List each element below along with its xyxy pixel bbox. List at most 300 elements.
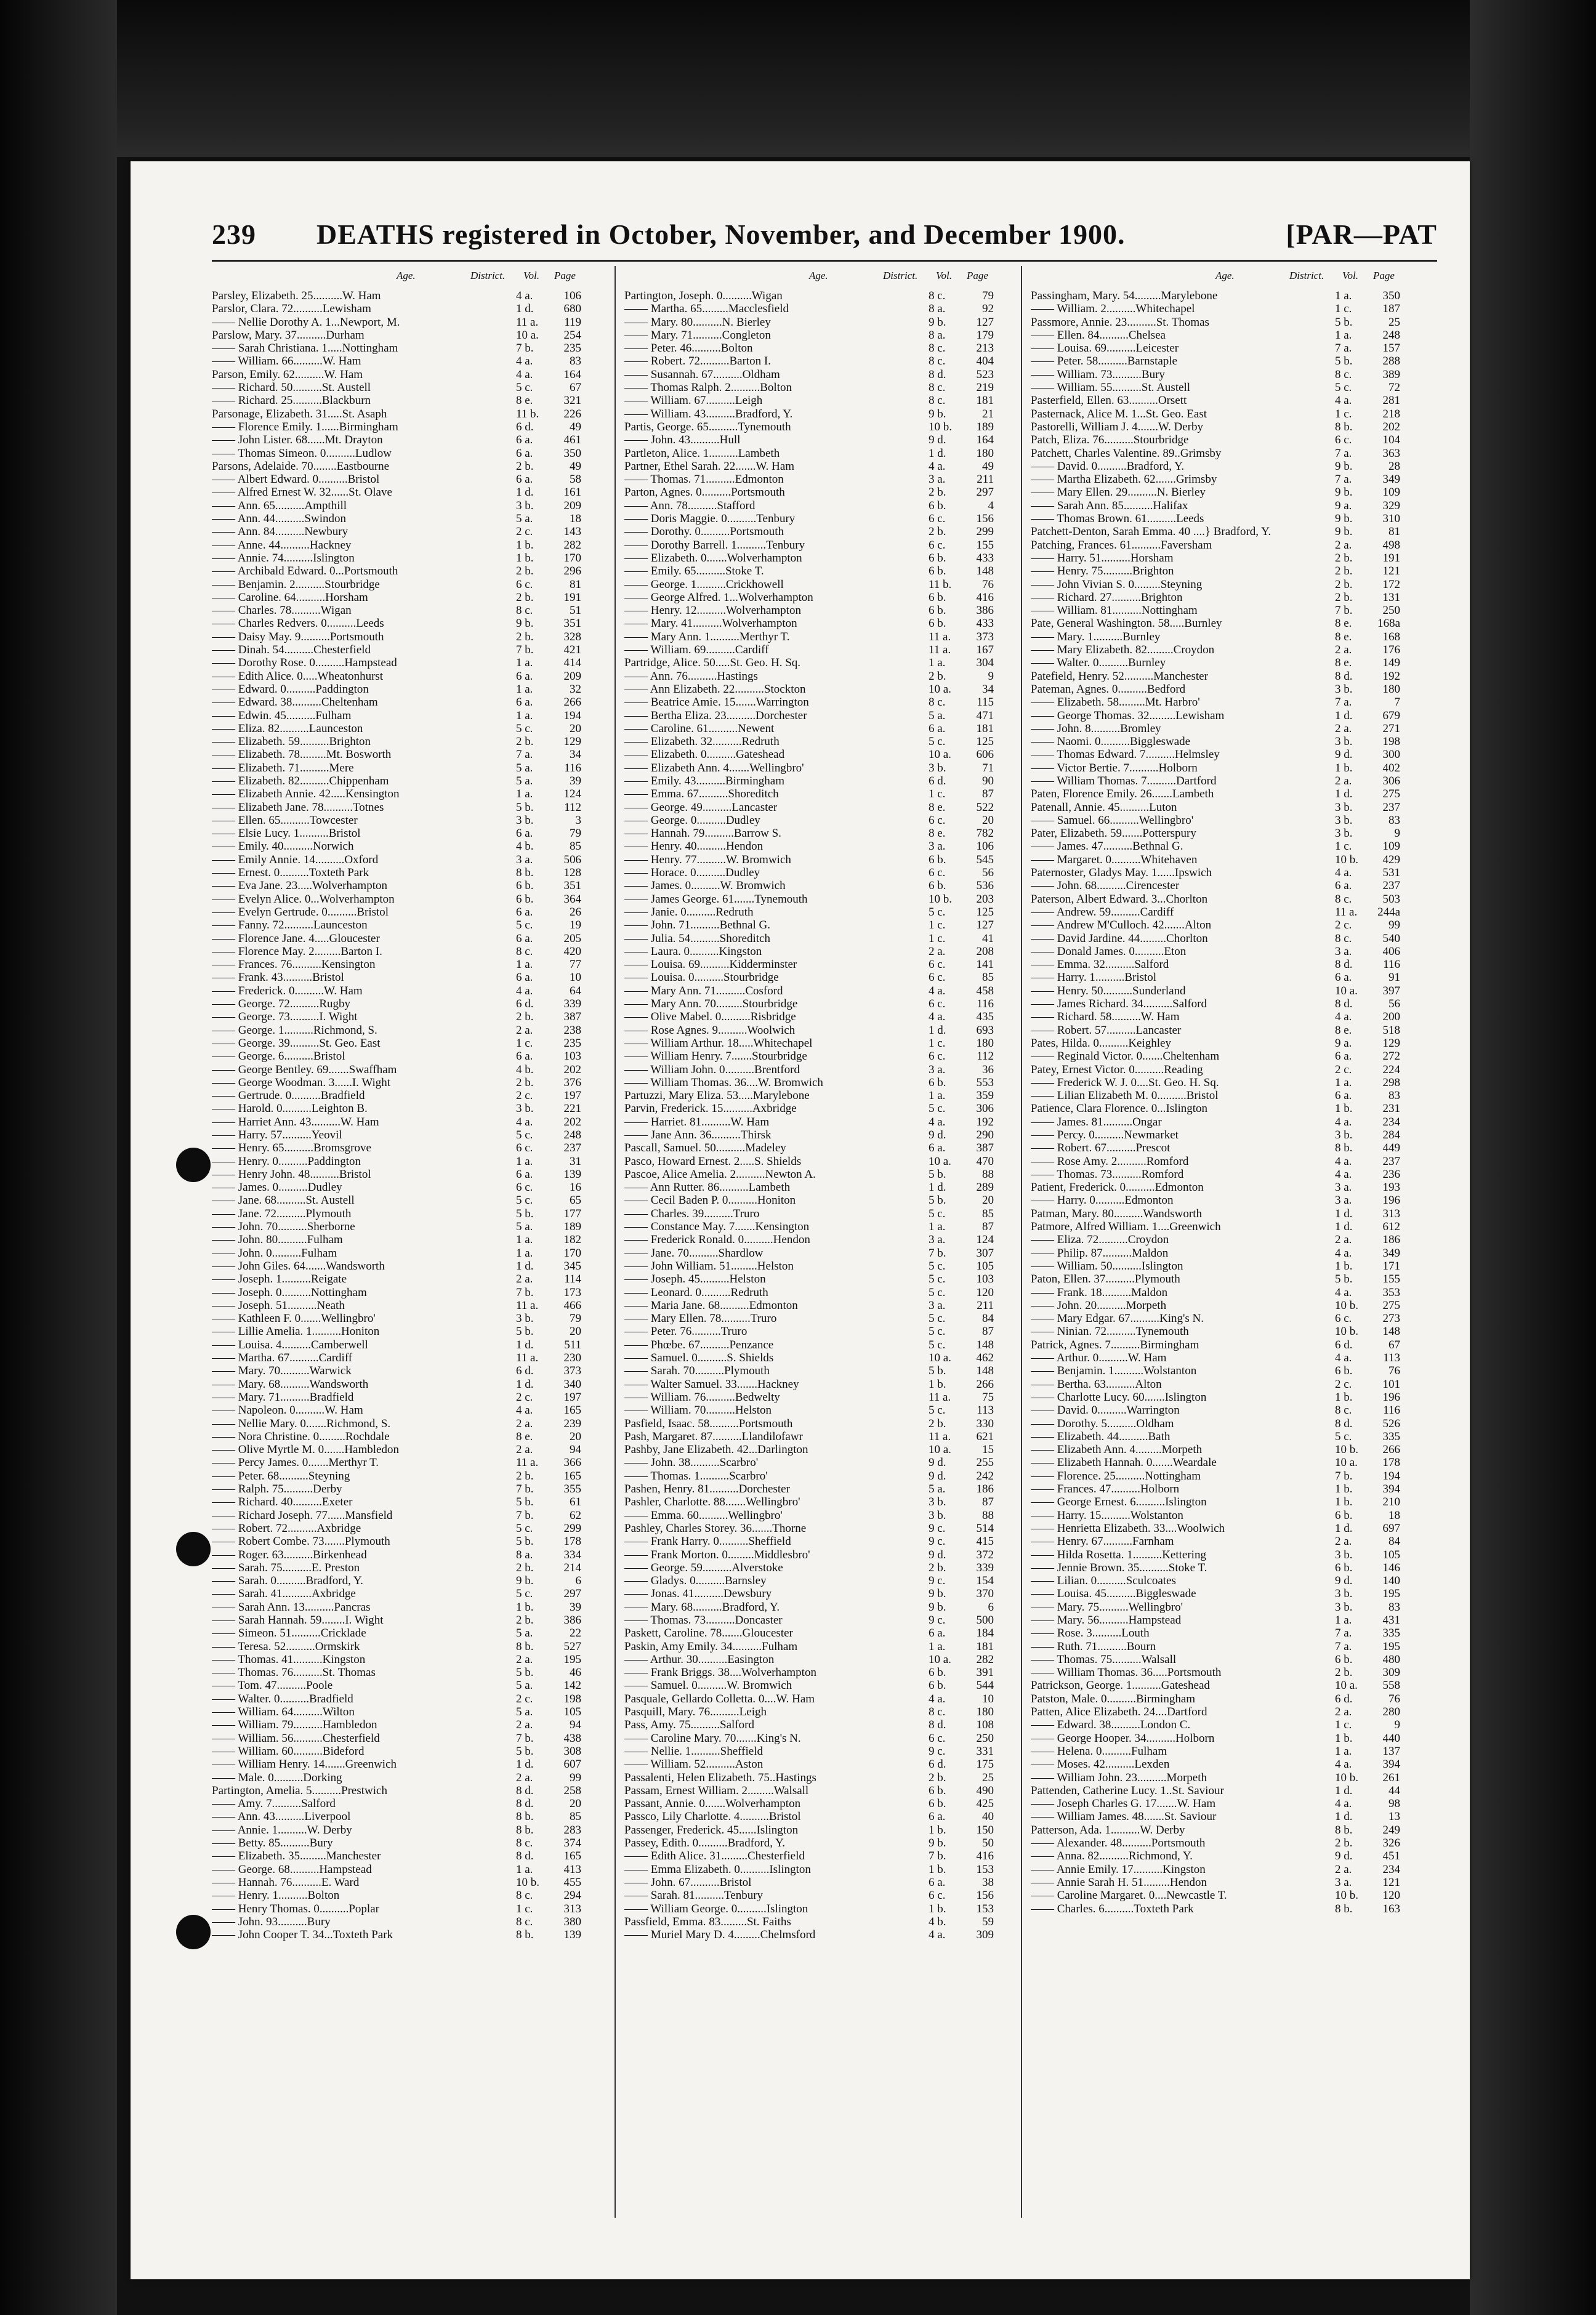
entry-page: 6 — [575, 1574, 581, 1588]
entry-volume: 1 a. — [516, 1154, 533, 1168]
entry-page: 139 — [563, 1167, 581, 1181]
register-entry — [624, 945, 994, 958]
entry-name-age-district: —— William Henry. 14.......Greenwich — [212, 1758, 397, 1771]
entry-name-age-district: —— Edward. 38..........London C. — [1031, 1718, 1191, 1732]
entry-name-age-district: Passenger, Frederick. 45......Islington — [624, 1823, 799, 1837]
register-entry — [212, 1299, 581, 1312]
register-entry — [1031, 368, 1400, 381]
register-entry — [624, 840, 994, 853]
entry-page: 140 — [1382, 1574, 1400, 1588]
entry-name-age-district: Patefield, Henry. 52..........Manchester — [1031, 669, 1208, 683]
entry-page: 234 — [1382, 1862, 1400, 1876]
entry-volume: 6 d. — [929, 774, 946, 787]
column-heading — [212, 266, 581, 289]
entry-volume: 11 a. — [929, 1390, 951, 1404]
register-entry — [624, 1233, 994, 1246]
entry-name-age-district: —— William. 64..........Wilton — [212, 1705, 355, 1719]
entry-page: 526 — [1382, 1417, 1400, 1430]
register-entry — [212, 604, 581, 617]
entry-page: 120 — [1382, 1889, 1400, 1902]
register-entry — [1031, 696, 1400, 709]
entry-name-age-district: —— Caroline Mary. 70.......King's N. — [624, 1731, 801, 1745]
register-entry — [1031, 1102, 1400, 1115]
entry-page: 178 — [563, 1535, 581, 1548]
entry-volume: 6 c. — [929, 538, 946, 552]
entry-name-age-district: —— Emma. 67..........Shoreditch — [624, 787, 779, 801]
register-entry — [1031, 1010, 1400, 1023]
entry-page: 194 — [1382, 1469, 1400, 1483]
scan-border-left — [0, 0, 117, 2315]
entry-page: 90 — [982, 774, 994, 787]
entry-page: 176 — [1382, 643, 1400, 657]
entry-page: 451 — [1382, 1850, 1400, 1863]
entry-volume: 1 c. — [1335, 840, 1352, 853]
register-entry — [624, 1535, 994, 1548]
entry-page: 359 — [976, 1089, 994, 1103]
heading-district: District. — [1289, 270, 1324, 281]
entry-volume: 7 a. — [1335, 342, 1352, 355]
entry-name-age-district: Paskett, Caroline. 78.......Gloucester — [624, 1627, 793, 1640]
register-entry — [1031, 617, 1400, 630]
register-entry — [212, 591, 581, 604]
entry-page: 471 — [976, 709, 994, 722]
entry-page: 355 — [563, 1483, 581, 1496]
entry-volume: 11 a. — [516, 1298, 539, 1312]
register-entry — [624, 1339, 994, 1351]
entry-volume: 1 a. — [1335, 289, 1352, 302]
entry-page: 196 — [1382, 1194, 1400, 1207]
entry-page: 76 — [982, 578, 994, 591]
register-entry — [1031, 1797, 1400, 1810]
entry-page: 143 — [563, 525, 581, 539]
entry-volume: 5 a. — [516, 1679, 533, 1693]
register-entry — [1031, 1116, 1400, 1129]
entry-page: 329 — [1382, 499, 1400, 512]
entry-volume: 8 d. — [1335, 997, 1353, 1011]
register-entry — [1031, 1273, 1400, 1286]
entry-volume: 6 a. — [516, 905, 533, 919]
entry-volume: 6 a. — [1335, 879, 1352, 893]
register-entry — [212, 1116, 581, 1129]
entry-page: 680 — [563, 302, 581, 316]
entry-volume: 6 c. — [516, 1141, 533, 1155]
register-entry — [1031, 1587, 1400, 1600]
entry-volume: 10 b. — [1335, 1325, 1358, 1339]
entry-volume: 3 b. — [1335, 735, 1353, 749]
entry-page: 26 — [570, 905, 581, 919]
entry-page: 313 — [563, 1902, 581, 1915]
register-entry — [1031, 683, 1400, 696]
entry-page: 99 — [1388, 919, 1400, 932]
register-entry — [624, 1089, 994, 1102]
register-entry — [212, 1587, 581, 1600]
index-range: [PAR—PAT — [1286, 219, 1437, 250]
entry-name-age-district: Patience, Clara Florence. 0...Islington — [1031, 1102, 1208, 1116]
entry-name-age-district: —— Ann. 78..........Stafford — [624, 499, 756, 512]
register-entry — [212, 1351, 581, 1364]
entry-page: 6 — [988, 1600, 994, 1614]
entry-page: 186 — [1382, 1233, 1400, 1247]
entry-page: 62 — [570, 1508, 581, 1522]
entry-volume: 11 b. — [516, 407, 539, 421]
entry-name-age-district: —— Annie Emily. 17..........Kingston — [1031, 1862, 1206, 1876]
entry-name-age-district: —— John. 0..........Fulham — [212, 1246, 337, 1260]
entry-name-age-district: —— George. 1..........Crickhowell — [624, 578, 784, 591]
entry-volume: 6 a. — [1335, 1089, 1352, 1103]
entry-page: 116 — [1383, 1404, 1400, 1417]
entry-page: 83 — [1388, 1089, 1400, 1103]
entry-name-age-district: —— John. 68..........Cirencester — [1031, 879, 1180, 893]
entry-page: 180 — [976, 1705, 994, 1719]
entry-page: 221 — [563, 1102, 581, 1116]
entry-volume: 6 b. — [929, 565, 946, 578]
entry-page: 612 — [1382, 1220, 1400, 1234]
entry-volume: 6 d. — [516, 1364, 534, 1378]
register-entry — [212, 1260, 581, 1273]
register-entry — [624, 1443, 994, 1456]
entry-volume: 5 c. — [1335, 1430, 1352, 1443]
entry-volume: 2 b. — [929, 1771, 946, 1784]
entry-page: 380 — [563, 1915, 581, 1928]
entry-name-age-district: Pashler, Charlotte. 88.......Wellingbro' — [624, 1496, 800, 1509]
register-entry — [624, 578, 994, 591]
entry-name-age-district: —— Caroline. 64..........Horsham — [212, 590, 368, 604]
register-entry — [1031, 1378, 1400, 1391]
entry-name-age-district: —— Harry. 57..........Yeovil — [212, 1129, 342, 1141]
entry-page: 98 — [1388, 1797, 1400, 1811]
entry-name-age-district: Patching, Frances. 61..........Faversham — [1031, 538, 1212, 552]
entry-page: 376 — [563, 1076, 581, 1089]
entry-volume: 8 e. — [1335, 630, 1352, 643]
register-entry — [1031, 1325, 1400, 1338]
entry-volume: 9 b. — [929, 315, 946, 329]
entry-volume: 1 c. — [929, 919, 946, 932]
entry-page: 170 — [563, 1246, 581, 1260]
entry-page: 16 — [570, 1181, 581, 1194]
entry-volume: 3 b. — [929, 761, 946, 775]
entry-volume: 2 a. — [516, 1443, 533, 1457]
entry-page: 231 — [1382, 1102, 1400, 1116]
register-entry — [1031, 630, 1400, 643]
entry-name-age-district: Passco, Lily Charlotte. 4..........Bristol — [624, 1810, 801, 1824]
entry-page: 433 — [976, 551, 994, 565]
entry-volume: 8 c. — [1335, 932, 1352, 945]
entry-page: 25 — [1388, 315, 1400, 329]
entry-volume: 4 a. — [929, 459, 946, 473]
entry-page: 209 — [563, 669, 581, 683]
entry-volume: 2 b. — [516, 1561, 534, 1574]
entry-volume: 7 b. — [929, 1850, 946, 1863]
entry-volume: 6 b. — [929, 1666, 946, 1680]
entry-volume: 5 c. — [929, 1338, 946, 1351]
register-entry — [212, 1666, 581, 1679]
entry-name-age-district: —— Sarah. 0..........Bradford, Y. — [212, 1574, 363, 1588]
register-entry — [1031, 1745, 1400, 1758]
register-entry — [624, 1601, 994, 1614]
register-entry — [1031, 1863, 1400, 1876]
register-entry — [624, 1587, 994, 1600]
register-entry — [1031, 1456, 1400, 1469]
entry-name-age-district: —— Samuel. 0..........S. Shields — [624, 1351, 774, 1365]
entry-page: 372 — [976, 1548, 994, 1561]
entry-page: 298 — [1382, 1076, 1400, 1089]
register-entry — [1031, 1535, 1400, 1548]
entry-page: 38 — [982, 1875, 994, 1889]
entry-page: 9 — [1394, 827, 1400, 840]
entry-name-age-district: —— Thomas Brown. 61..........Leeds — [1031, 512, 1204, 526]
entry-page: 254 — [563, 328, 581, 342]
entry-page: 34 — [982, 682, 994, 696]
entry-page: 219 — [976, 381, 994, 395]
entry-name-age-district: —— George Thomas. 32.........Lewisham — [1031, 709, 1225, 722]
entry-page: 421 — [563, 643, 581, 657]
heading-age: Age. — [397, 270, 416, 281]
register-entry — [624, 1640, 994, 1653]
register-entry — [624, 1037, 994, 1050]
entry-name-age-district: —— Richard. 40..........Exeter — [212, 1496, 353, 1509]
register-entry — [212, 1850, 581, 1862]
entry-volume: 8 a. — [516, 1548, 533, 1561]
register-entry — [212, 1063, 581, 1076]
entry-volume: 6 c. — [929, 958, 946, 972]
entry-name-age-district: —— Eliza. 72..........Croydon — [1031, 1233, 1169, 1247]
entry-name-age-district: —— Thomas. 73..........Romford — [1031, 1167, 1184, 1181]
register-entry — [1031, 1050, 1400, 1063]
register-entry — [212, 289, 581, 302]
entry-volume: 6 b. — [516, 879, 534, 893]
entry-name-age-district: Patrickson, George. 1..........Gateshead — [1031, 1679, 1210, 1693]
entry-name-age-district: —— Henry John. 48..........Bristol — [212, 1167, 371, 1181]
register-entry — [1031, 1902, 1400, 1915]
entry-name-age-district: —— Dinah. 54..........Chesterfield — [212, 643, 371, 657]
entry-page: 351 — [563, 879, 581, 893]
entry-page: 18 — [1388, 1508, 1400, 1522]
entry-page: 85 — [570, 1810, 581, 1824]
entry-volume: 10 b. — [1335, 1771, 1358, 1784]
entry-volume: 10 a. — [929, 1443, 951, 1457]
entry-name-age-district: —— Gladys. 0..........Barnsley — [624, 1574, 767, 1588]
entry-page: 121 — [1382, 1875, 1400, 1889]
entry-volume: 9 a. — [1335, 499, 1352, 512]
register-entry — [1031, 433, 1400, 446]
entry-volume: 2 b. — [929, 1417, 946, 1430]
register-entry — [624, 1889, 994, 1902]
entry-volume: 1 a. — [516, 682, 533, 696]
entry-page: 518 — [1382, 1023, 1400, 1037]
entry-volume: 3 a. — [1335, 1181, 1352, 1194]
register-entry — [212, 827, 581, 840]
register-entry — [624, 893, 994, 906]
entry-volume: 8 c. — [516, 604, 533, 618]
entry-page: 350 — [563, 446, 581, 460]
entry-name-age-district: Parvin, Frederick. 15..........Axbridge — [624, 1102, 797, 1116]
entry-page: 7 — [1394, 696, 1400, 709]
entry-page: 373 — [976, 630, 994, 643]
entry-page: 175 — [976, 1758, 994, 1771]
register-entry — [212, 617, 581, 630]
entry-page: 406 — [1382, 944, 1400, 958]
entry-page: 64 — [570, 984, 581, 997]
entry-name-age-district: —— John Lister. 68......Mt. Drayton — [212, 433, 383, 447]
entry-volume: 8 d. — [929, 1718, 946, 1732]
entry-name-age-district: —— Thomas. 1..........Scarbro' — [624, 1469, 768, 1483]
register-entry — [1031, 1679, 1400, 1692]
entry-name-age-district: —— William John. 23..........Morpeth — [1031, 1771, 1207, 1784]
register-entry — [212, 1037, 581, 1050]
entry-page: 266 — [1382, 1443, 1400, 1457]
register-entry — [212, 1050, 581, 1063]
register-entry — [624, 656, 994, 669]
register-entry — [1031, 1522, 1400, 1535]
heading-district: District. — [470, 270, 506, 281]
register-entry — [624, 1050, 994, 1063]
entry-volume: 4 a. — [1335, 1758, 1352, 1771]
entry-volume: 8 a. — [929, 302, 946, 316]
entry-name-age-district: Parson, Emily. 62..........W. Ham — [212, 368, 363, 381]
entry-volume: 9 d. — [929, 1469, 946, 1483]
page-number: 239 — [212, 219, 256, 250]
entry-volume: 1 d. — [1335, 709, 1353, 722]
entry-name-age-district: —— Archibald Edward. 0...Portsmouth — [212, 565, 398, 578]
entry-volume: 2 c. — [1335, 919, 1352, 932]
register-entry — [212, 1220, 581, 1233]
entry-volume: 1 a. — [1335, 1744, 1352, 1758]
register-entry — [212, 394, 581, 407]
entry-name-age-district: —— Annie. 74..........Islington — [212, 551, 355, 565]
entry-name-age-district: —— John Cooper T. 34...Toxteth Park — [212, 1928, 393, 1942]
entry-volume: 8 d. — [1335, 669, 1353, 683]
register-entry — [624, 447, 994, 460]
entry-page: 431 — [1382, 1613, 1400, 1627]
register-entry — [1031, 1483, 1400, 1496]
entry-page: 181 — [976, 722, 994, 735]
entry-page: 440 — [1382, 1731, 1400, 1745]
entry-page: 306 — [976, 1102, 994, 1116]
entry-volume: 6 c. — [929, 813, 946, 827]
entry-volume: 10 a. — [929, 748, 951, 762]
entry-name-age-district: —— Emma. 60..........Wellingbro' — [624, 1508, 783, 1522]
entry-volume: 5 b. — [516, 1666, 534, 1680]
entry-volume: 7 b. — [516, 1731, 534, 1745]
register-entry — [1031, 762, 1400, 775]
entry-volume: 8 b. — [1335, 1141, 1353, 1155]
entry-name-age-district: —— James. 0..........Dudley — [212, 1181, 342, 1194]
entry-page: 307 — [976, 1246, 994, 1260]
register-entry — [624, 1076, 994, 1089]
entry-volume: 2 b. — [516, 590, 534, 604]
entry-name-age-district: —— Julia. 54..........Shoreditch — [624, 932, 770, 945]
entry-page: 404 — [976, 355, 994, 368]
entry-volume: 5 a. — [516, 761, 533, 775]
register-entry — [1031, 1404, 1400, 1417]
entry-name-age-district: —— Ernest. 0..........Toxteth Park — [212, 866, 369, 880]
register-entry — [624, 722, 994, 735]
entry-page: 18 — [570, 512, 581, 526]
entry-name-age-district: —— Peter. 76..........Truro — [624, 1325, 748, 1339]
entry-page: 237 — [1382, 879, 1400, 893]
entry-page: 606 — [976, 748, 994, 762]
register-entry — [212, 762, 581, 775]
register-entry — [1031, 381, 1400, 394]
entry-name-age-district: —— Annie. 1..........W. Derby — [212, 1823, 352, 1837]
entry-volume: 6 b. — [1335, 1561, 1353, 1574]
entry-page: 85 — [982, 1207, 994, 1220]
entry-name-age-district: —— Sarah Christiana. 1.....Nottingham — [212, 342, 398, 355]
entry-name-age-district: —— Elizabeth. 78.........Mt. Bosworth — [212, 748, 392, 762]
entry-name-age-district: —— Dorothy. 0..........Portsmouth — [624, 525, 784, 539]
entry-volume: 9 b. — [929, 1587, 946, 1601]
register-entry — [212, 1640, 581, 1653]
register-entry — [1031, 1207, 1400, 1220]
entry-page: 31 — [570, 1154, 581, 1168]
entry-volume: 8 c. — [929, 394, 946, 408]
register-entry — [624, 1102, 994, 1115]
entry-name-age-district: —— Arthur. 30..........Easington — [624, 1653, 775, 1666]
entry-volume: 5 b. — [516, 1207, 534, 1220]
register-column-3 — [1031, 266, 1400, 2224]
entry-page: 238 — [563, 1023, 581, 1037]
entry-name-age-district: Parsonage, Elizabeth. 31.....St. Asaph — [212, 407, 387, 421]
entry-name-age-district: —— Thomas Ralph. 2..........Bolton — [624, 381, 792, 395]
entry-volume: 6 a. — [1335, 971, 1352, 984]
entry-page: 171 — [1382, 1259, 1400, 1273]
register-entry — [624, 1181, 994, 1194]
register-entry — [624, 381, 994, 394]
entry-name-age-district: Pater, Elizabeth. 59.......Potterspury — [1031, 827, 1196, 840]
entry-page: 335 — [1382, 1627, 1400, 1640]
entry-name-age-district: Pates, Hilda. 0..........Keighley — [1031, 1036, 1171, 1050]
entry-name-age-district: —— George. 6..........Bristol — [212, 1050, 345, 1063]
entry-name-age-district: —— Joseph Charles G. 17.......W. Ham — [1031, 1797, 1216, 1811]
register-entry — [1031, 1037, 1400, 1050]
entry-page: 296 — [563, 565, 581, 578]
register-entry — [212, 1417, 581, 1430]
register-entry — [1031, 1614, 1400, 1627]
register-entry — [624, 906, 994, 919]
entry-page: 373 — [563, 1364, 581, 1378]
entry-volume: 6 b. — [929, 551, 946, 565]
entry-page: 79 — [570, 1312, 581, 1326]
entry-volume: 10 a. — [929, 1154, 951, 1168]
entry-name-age-district: —— Susannah. 67..........Oldham — [624, 368, 780, 381]
entry-page: 49 — [982, 459, 994, 473]
entry-volume: 4 a. — [516, 984, 533, 997]
entry-name-age-district: —— Muriel Mary D. 4.........Chelmsford — [624, 1928, 816, 1942]
entry-name-age-district: —— James. 47..........Bethnal G. — [1031, 840, 1183, 853]
entry-volume: 6 a. — [516, 971, 533, 984]
entry-name-age-district: —— Joseph. 51..........Neath — [212, 1298, 345, 1312]
entry-page: 81 — [1388, 525, 1400, 539]
entry-volume: 1 d. — [516, 1259, 534, 1273]
entry-volume: 2 a. — [1335, 774, 1352, 787]
entry-volume: 6 d. — [516, 420, 534, 433]
entry-name-age-district: —— Teresa. 52..........Ormskirk — [212, 1640, 360, 1653]
entry-volume: 5 c. — [516, 722, 533, 735]
register-entry — [212, 460, 581, 473]
register-entry — [624, 787, 994, 800]
entry-page: 339 — [563, 997, 581, 1011]
entry-name-age-district: Pasfield, Isaac. 58..........Portsmouth — [624, 1417, 793, 1430]
register-entry — [212, 893, 581, 906]
entry-volume: 10 b. — [1335, 1889, 1358, 1902]
entry-page: 79 — [982, 289, 994, 302]
register-entry — [212, 578, 581, 591]
entry-name-age-district: Patchett-Denton, Sarah Emma. 40 ....} Bradford, Y. — [1031, 525, 1272, 539]
register-entry — [212, 630, 581, 643]
register-column-2 — [624, 266, 994, 2224]
entry-page: 289 — [976, 1181, 994, 1194]
entry-volume: 1 d. — [516, 1758, 534, 1771]
